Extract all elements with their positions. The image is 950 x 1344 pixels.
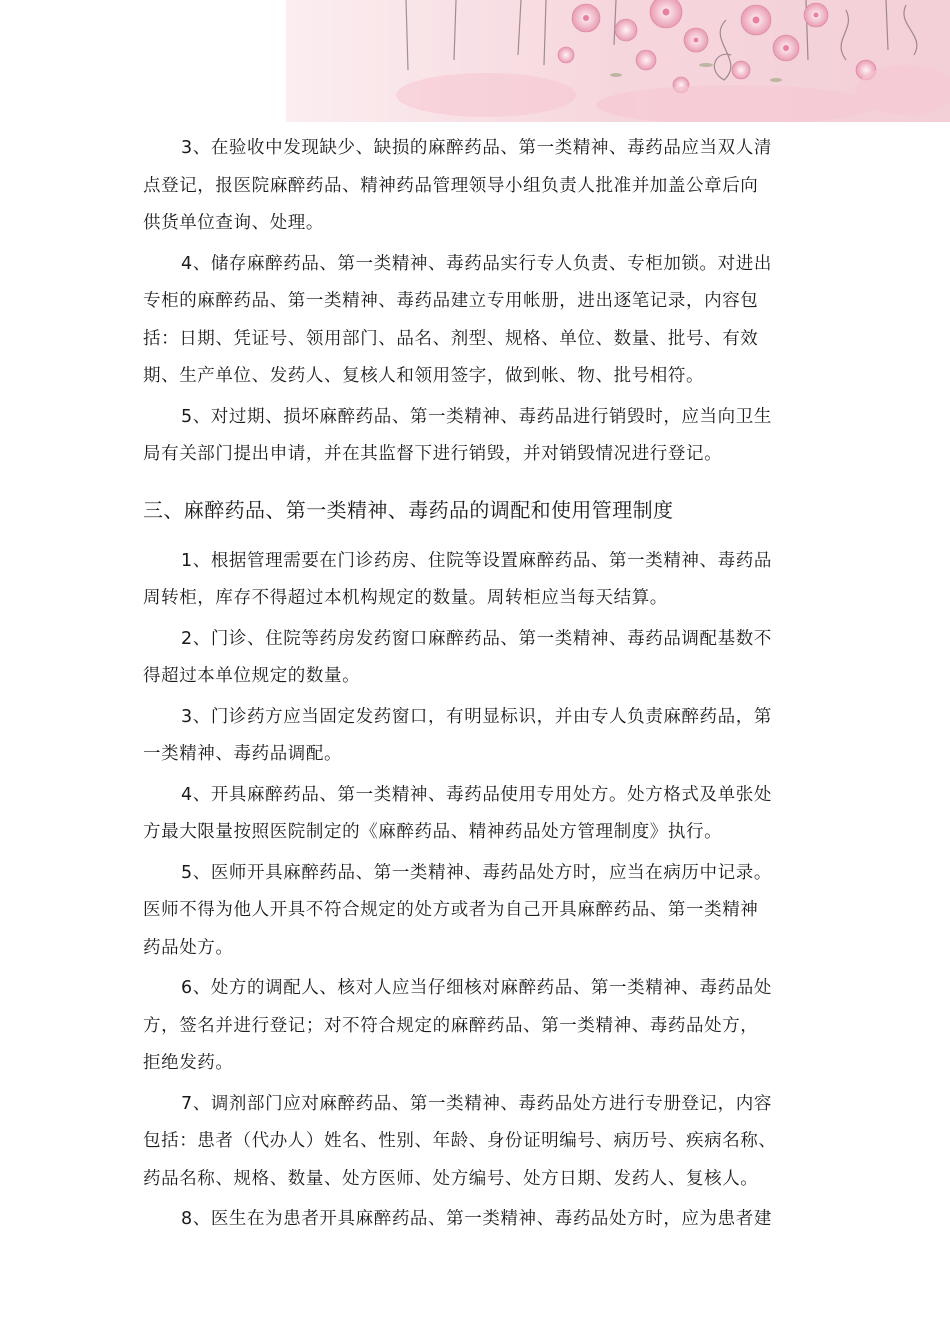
paragraph-line: 6、处方的调配人、核对人应当仔细核对麻醉药品、第一类精神、毒药品处 xyxy=(181,978,772,998)
paragraph-line: 拒绝发药。 xyxy=(143,1053,234,1073)
paragraph-line: 局有关部门提出申请，并在其监督下进行销毁，并对销毁情况进行登记。 xyxy=(143,444,723,464)
paragraph-line: 得超过本单位规定的数量。 xyxy=(143,666,361,686)
paragraph-line: 5、对过期、损坏麻醉药品、第一类精神、毒药品进行销毁时，应当向卫生 xyxy=(181,406,772,427)
paragraph-line: 医师不得为他人开具不符合规定的处方或者为自己开具麻醉药品、第一类精神 xyxy=(143,900,759,920)
paragraph-line: 3、在验收中发现缺少、缺损的麻醉药品、第一类精神、毒药品应当双人清 xyxy=(181,138,772,158)
paragraph-line: 一类精神、毒药品调配。 xyxy=(143,744,343,764)
paragraph-line: 专柜的麻醉药品、第一类精神、毒药品建立专用帐册，进出逐笔记录，内容包 xyxy=(143,291,759,311)
paragraph-line: 包括：患者（代办人）姓名、性别、年龄、身份证明编号、病历号、疾病名称、 xyxy=(143,1131,777,1151)
paragraph-line: 1、根据管理需要在门诊药房、住院等设置麻醉药品、第一类精神、毒药品 xyxy=(181,550,772,571)
paragraph-line: 5、医师开具麻醉药品、第一类精神、毒药品处方时，应当在病历中记录。 xyxy=(181,862,772,883)
paragraph-line: 药品处方。 xyxy=(143,937,234,958)
paragraph-line: 4、开具麻醉药品、第一类精神、毒药品使用专用处方。处方格式及单张处 xyxy=(181,784,772,805)
paragraph-line: 2、门诊、住院等药房发药窗口麻醉药品、第一类精神、毒药品调配基数不 xyxy=(181,628,772,649)
paragraph-line: 供货单位查询、处理。 xyxy=(143,213,324,233)
paragraph-line: 期、生产单位、发药人、复核人和领用签字，做到帐、物、批号相符。 xyxy=(143,366,705,386)
paragraph-line: 点登记，报医院麻醉药品、精神药品管理领导小组负责人批准并加盖公章后向 xyxy=(143,175,759,196)
paragraph-line: 药品名称、规格、数量、处方医师、处方编号、处方日期、发药人、复核人。 xyxy=(143,1168,759,1189)
paragraph-line: 方，签名并进行登记；对不符合规定的麻醉药品、第一类精神、毒药品处方， xyxy=(143,1015,759,1036)
paragraph-line: 括：日期、凭证号、领用部门、品名、剂型、规格、单位、数量、批号、有效 xyxy=(143,328,759,349)
section-heading: 三、麻醉药品、第一类精神、毒药品的调配和使用管理制度 xyxy=(143,497,674,522)
decorative-floral-banner xyxy=(286,0,950,122)
paragraph-line: 7、调剂部门应对麻醉药品、第一类精神、毒药品处方进行专册登记，内容 xyxy=(181,1093,772,1114)
flower-music-illustration xyxy=(286,0,950,122)
paragraph-line: 方最大限量按照医院制定的《麻醉药品、精神药品处方管理制度》执行。 xyxy=(143,822,723,842)
paragraph-line: 3、门诊药方应当固定发药窗口，有明显标识，并由专人负责麻醉药品，第 xyxy=(181,706,772,727)
paragraph-line: 8、医生在为患者开具麻醉药品、第一类精神、毒药品处方时，应为患者建 xyxy=(181,1209,772,1229)
paragraph-line: 周转柜，库存不得超过本机构规定的数量。周转柜应当每天结算。 xyxy=(143,588,668,608)
paragraph-line: 4、储存麻醉药品、第一类精神、毒药品实行专人负责、专柜加锁。对进出 xyxy=(181,253,772,274)
